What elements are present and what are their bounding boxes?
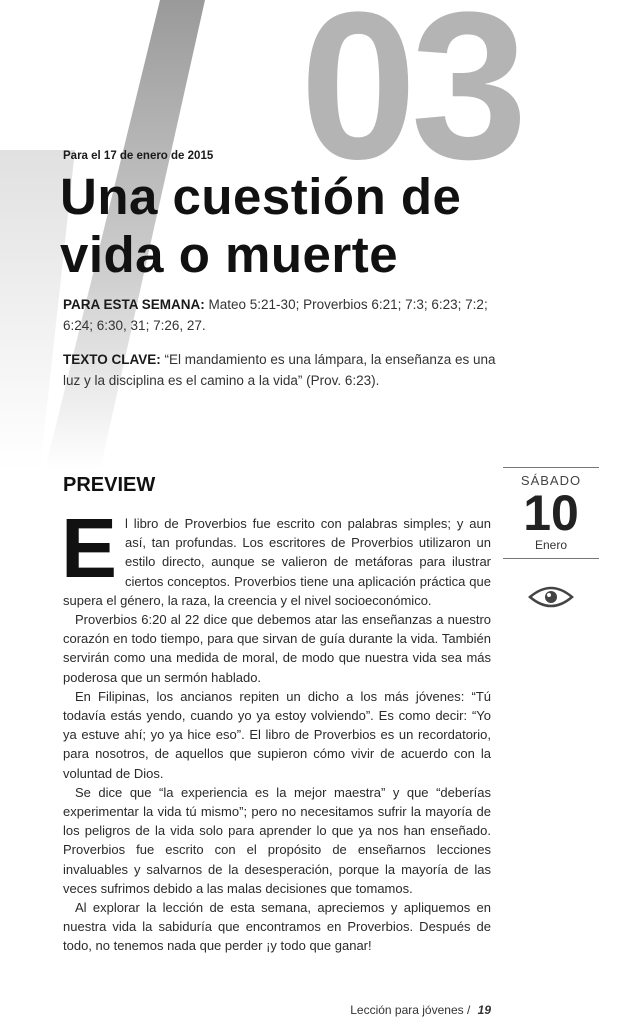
day-name: SÁBADO	[520, 473, 582, 488]
title-line-2: vida o muerte	[60, 226, 399, 283]
day-number: 10	[523, 485, 579, 541]
lesson-title	[60, 168, 620, 284]
preview-body	[61, 501, 491, 956]
key-text	[63, 349, 503, 391]
week-references-text: Mateo 5:21-30; Proverbios 6:21; 7:3; 6:23; 7:2; 6:24; 6:30, 31; 7:26, 27.	[63, 297, 488, 333]
paragraph-5: Al explorar la lección de esta semana, apreciemos y apliquemos en nuestra vida la sabiduría que encontramos en Proverbios. Después de todo, no tenemos nada que perder ¡y todo que ganar!	[63, 900, 491, 954]
paragraph-1-text: l libro de Proverbios fue escrito con palabras simples; y aun así, tan profundas. Los escritores de Proverbios utilizaron un estilo directo, aunque se valieron de metáforas para ilustrar ciertos conceptos. Proverbios tiene una aplicación práctica que supera el género, la raza, la creencia y el nivel socioeconómico.	[63, 516, 491, 608]
section-title: PREVIEW	[63, 474, 156, 496]
paragraph-3: En Filipinas, los ancianos repiten un dicho a los más jóvenes: “Tú todavía estás yendo, cuando yo ya estoy volviendo”. Es como decir: “Yo ya estuve ahí; yo ya hice eso”. El libro de Proverbios es un recordatorio, para nosotros, de aquellos que supieron cómo vivir de acuerdo con la voluntad de Dios.	[63, 688, 491, 781]
key-text-label: TEXTO CLAVE:	[63, 352, 161, 367]
date-box	[503, 467, 599, 559]
date-box-top-rule	[503, 467, 599, 468]
title-line-1: Una cuestión de	[60, 168, 462, 225]
lesson-date: Para el 17 de enero de 2015	[63, 150, 214, 162]
paragraph-2: Proverbios 6:20 al 22 dice que debemos atar las enseñanzas a nuestro corazón en todo tiempo, para que sirvan de guía durante la vida. También servirán como una medida de moral, de modo que nuestra vida sea más poderosa que un sermón hablado.	[63, 612, 491, 685]
eye-icon	[528, 585, 574, 609]
lesson-number-art: 03	[300, 0, 522, 203]
paragraph-1	[61, 501, 491, 610]
week-references-label: PARA ESTA SEMANA:	[63, 297, 205, 312]
paragraph-4: Se dice que “la experiencia es la mejor maestra” y que “deberías experimentar la vida tú mismo”; pero no necesitamos sufrir la mayoría de los peligros de la vida solo para aprender lo que ya nos han enseñado. Proverbios fue escrito con el propósito de enseñarnos lecciones invaluables y salvarnos de la desesperación, porque la mayoría de las veces sufrimos debido a las malas decisiones que tomamos.	[63, 784, 491, 896]
week-references	[63, 294, 503, 336]
page-number: 19	[477, 1003, 491, 1017]
drop-cap: E	[61, 501, 118, 595]
date-box-bottom-rule	[503, 558, 599, 559]
footer-label: Lección para jóvenes /	[350, 1003, 471, 1017]
month: Enero	[534, 538, 568, 552]
page-footer	[350, 1003, 491, 1017]
key-text-quote: “El mandamiento es una lámpara, la enseñanza es una luz y la disciplina es el camino a la vida” (Prov. 6:23).	[63, 352, 496, 388]
